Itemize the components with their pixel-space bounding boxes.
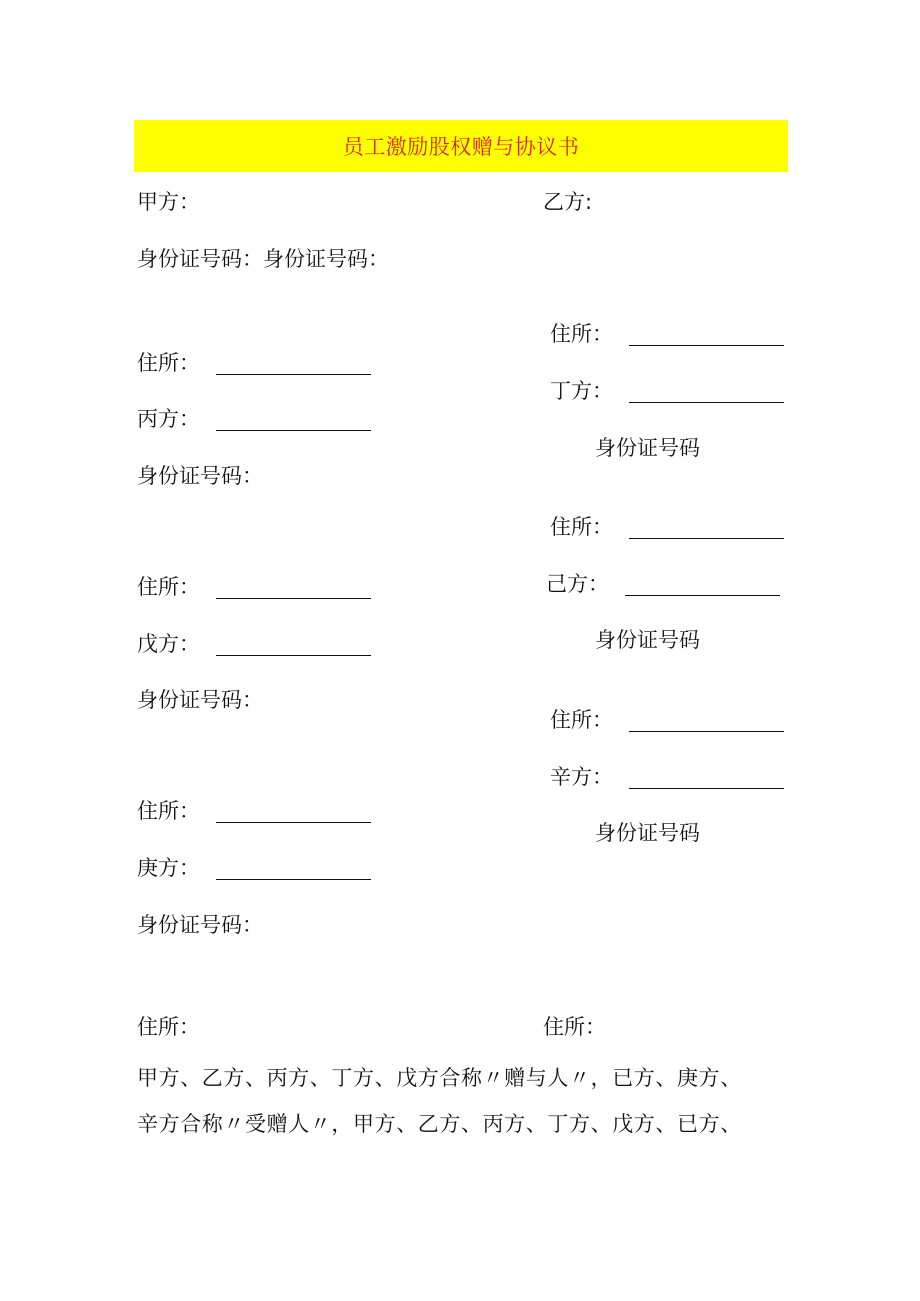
id-number-clipped-text: 身份证号码 — [595, 628, 700, 652]
id-number-field — [137, 686, 263, 714]
address-field — [137, 797, 371, 825]
party-wu-field — [137, 630, 371, 658]
address-field — [550, 320, 784, 348]
agreement-paragraph-line: 辛方合称〃受赠人〃，甲方、乙方、丙方、丁方、戊方、已方、 — [137, 1112, 742, 1136]
blank-line — [625, 595, 780, 596]
address-field — [137, 349, 371, 377]
address-field — [543, 1013, 606, 1041]
address-label: 住所： — [137, 351, 200, 375]
party-yi-field — [543, 188, 592, 216]
address-field — [550, 706, 784, 734]
id-number-clipped — [595, 626, 725, 652]
address-label: 住所： — [550, 515, 613, 539]
party-geng-label: 庚方： — [137, 856, 200, 880]
id-number-label: 身份证号码： — [137, 913, 263, 937]
id-number-clipped — [595, 819, 725, 845]
party-wu-label: 戊方： — [137, 632, 200, 656]
party-xin-field — [550, 763, 784, 791]
party-bing-field — [137, 405, 371, 433]
party-jia-label: 甲方： — [137, 190, 200, 214]
id-number-field — [137, 911, 263, 939]
id-number-clipped — [595, 434, 725, 460]
address-label: 住所： — [137, 1015, 200, 1039]
address-label: 住所： — [137, 575, 200, 599]
blank-line — [216, 822, 371, 823]
blank-line — [216, 430, 371, 431]
blank-line — [629, 788, 784, 789]
id-number-clipped-text: 身份证号码 — [595, 436, 700, 460]
party-ding-field — [550, 377, 784, 405]
party-geng-field — [137, 854, 371, 882]
address-field — [137, 573, 371, 601]
id-number-field — [137, 462, 263, 490]
blank-line — [216, 879, 371, 880]
address-label: 住所： — [543, 1015, 606, 1039]
party-ding-label: 丁方： — [550, 379, 613, 403]
address-label: 住所： — [137, 799, 200, 823]
party-yi-label: 乙方: — [543, 190, 593, 214]
id-number-label: 身份证号码：身份证号码： — [137, 247, 389, 271]
blank-line — [629, 538, 784, 539]
id-number-label: 身份证号码： — [137, 688, 263, 712]
agreement-paragraph-line: 甲方、乙方、丙方、丁方、戊方合称〃赠与人〃，已方、庚方、 — [137, 1066, 742, 1090]
party-xin-label: 辛方： — [550, 765, 613, 789]
address-field — [137, 1013, 200, 1041]
party-jia-field — [137, 188, 200, 216]
blank-line — [216, 598, 371, 599]
title-banner — [134, 120, 788, 172]
blank-line — [216, 374, 371, 375]
id-number-label: 身份证号码： — [137, 464, 263, 488]
document-title: 员工激励股权赠与协议书 — [342, 135, 580, 159]
address-label: 住所： — [550, 708, 613, 732]
id-number-field — [137, 245, 389, 273]
address-field — [550, 513, 784, 541]
blank-line — [629, 402, 784, 403]
address-label: 住所： — [550, 322, 613, 346]
id-number-clipped-text: 身份证号码 — [595, 821, 700, 845]
blank-line — [629, 731, 784, 732]
party-bing-label: 丙方： — [137, 407, 200, 431]
blank-line — [216, 655, 371, 656]
blank-line — [629, 345, 784, 346]
party-ji-label: 己方： — [546, 572, 609, 596]
party-ji-field — [546, 570, 780, 598]
